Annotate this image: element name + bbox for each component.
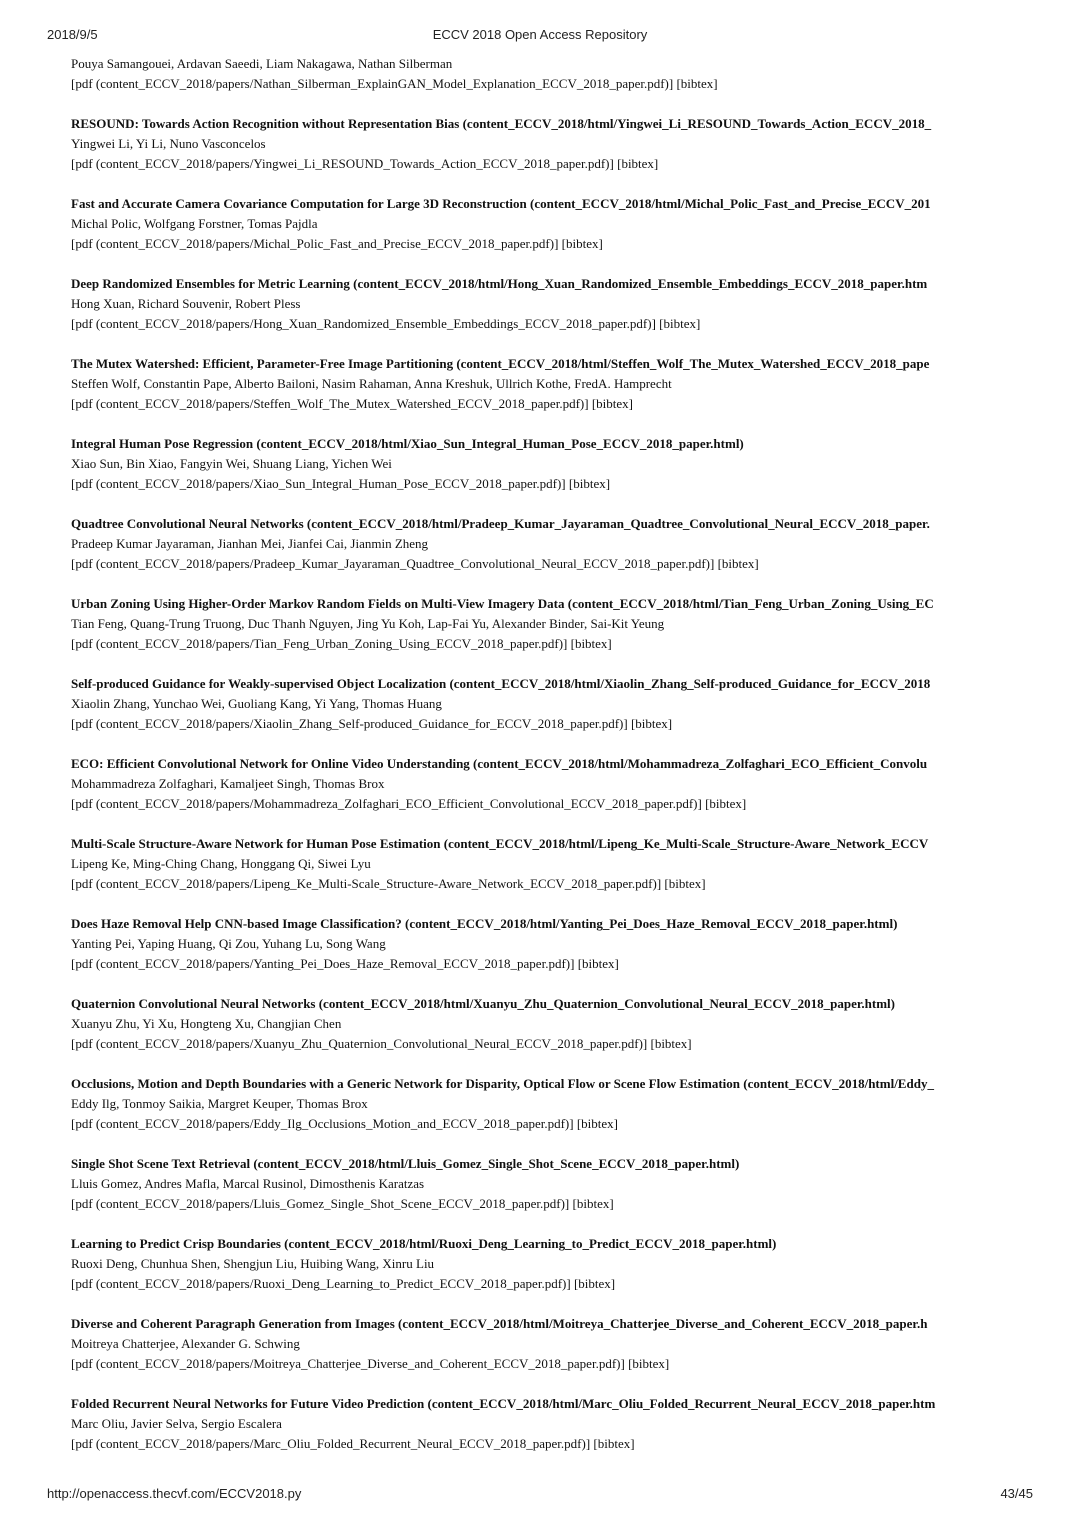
- paper-authors: Yingwei Li, Yi Li, Nuno Vasconcelos: [71, 136, 266, 151]
- pdf-link[interactable]: [pdf (content_ECCV_2018/papers/Hong_Xuan_Randomized_Ensemble_Embeddings_ECCV_2018_paper.pdf)]: [71, 316, 656, 331]
- paper-authors: Lipeng Ke, Ming-Ching Chang, Honggang Qi, Siwei Lyu: [71, 856, 371, 871]
- paper-title-link[interactable]: RESOUND: Towards Action Recognition without Representation Bias (content_ECCV_2018/html/Yingwei_Li_RESOUND_Towards_Action_ECCV_2018_: [71, 116, 932, 131]
- print-date: 2018/9/5: [47, 27, 98, 42]
- paper-title-link[interactable]: Fast and Accurate Camera Covariance Computation for Large 3D Reconstruction (content_ECCV_2018/html/Michal_Polic_Fast_and_Precise_ECCV_201: [71, 196, 931, 211]
- bibtex-link[interactable]: [bibtex]: [570, 636, 612, 651]
- paper-title-link[interactable]: Quadtree Convolutional Neural Networks (content_ECCV_2018/html/Pradeep_Kumar_Jayaraman_Quadtree_Convolutional_Neural_ECCV_2018_paper.: [71, 516, 930, 531]
- paper-title-link[interactable]: Single Shot Scene Text Retrieval (content_ECCV_2018/html/Lluis_Gomez_Single_Shot_Scene_ECCV_2018_paper.html): [71, 1156, 740, 1171]
- bibtex-link[interactable]: [bibtex]: [568, 476, 611, 491]
- paper-links: [71, 1434, 1031, 1454]
- paper-title-link[interactable]: Does Haze Removal Help CNN-based Image Classification? (content_ECCV_2018/html/Yanting_Pei_Does_Haze_Removal_ECCV_2018_paper.html): [71, 916, 898, 931]
- pdf-link[interactable]: [pdf (content_ECCV_2018/papers/Marc_Oliu_Folded_Recurrent_Neural_ECCV_2018_paper.pdf)]: [71, 1436, 591, 1451]
- paper-entry-partial: [71, 54, 1031, 94]
- paper-authors: Steffen Wolf, Constantin Pape, Alberto Bailoni, Nasim Rahaman, Anna Kreshuk, Ullrich Kothe, FredA. Hamprecht: [71, 376, 672, 391]
- paper-links: [71, 874, 1031, 894]
- bibtex-link[interactable]: [bibtex]: [576, 1116, 618, 1131]
- bibtex-link[interactable]: [bibtex]: [630, 716, 673, 731]
- pdf-link[interactable]: [pdf (content_ECCV_2018/papers/Steffen_Wolf_The_Mutex_Watershed_ECCV_2018_paper.pdf)]: [71, 396, 589, 411]
- paper-entry: [71, 1394, 1031, 1454]
- pdf-link[interactable]: [pdf (content_ECCV_2018/papers/Pradeep_Kumar_Jayaraman_Quadtree_Convolutional_Neural_ECCV_2018_paper.pdf)]: [71, 556, 715, 571]
- paper-entry: [71, 514, 1031, 574]
- pdf-link[interactable]: [pdf (content_ECCV_2018/papers/Xiao_Sun_Integral_Human_Pose_ECCV_2018_paper.pdf)]: [71, 476, 566, 491]
- paper-authors: Hong Xuan, Richard Souvenir, Robert Pless: [71, 296, 301, 311]
- paper-authors: Lluis Gomez, Andres Mafla, Marcal Rusinol, Dimosthenis Karatzas: [71, 1176, 425, 1191]
- paper-title-link[interactable]: Self-produced Guidance for Weakly-supervised Object Localization (content_ECCV_2018/html/Xiaolin_Zhang_Self-produced_Guidance_for_ECCV_2018: [71, 676, 931, 691]
- paper-title-link[interactable]: Urban Zoning Using Higher-Order Markov Random Fields on Multi-View Imagery Data (content_ECCV_2018/html/Tian_Feng_Urban_Zoning_Using_EC: [71, 596, 934, 611]
- paper-links: [71, 1354, 1031, 1374]
- paper-authors: Eddy Ilg, Tonmoy Saikia, Margret Keuper, Thomas Brox: [71, 1096, 368, 1111]
- paper-entry: [71, 1234, 1031, 1294]
- paper-entry: [71, 1314, 1031, 1374]
- pdf-link[interactable]: [pdf (content_ECCV_2018/papers/Michal_Polic_Fast_and_Precise_ECCV_2018_paper.pdf)]: [71, 236, 559, 251]
- paper-authors: Xuanyu Zhu, Yi Xu, Hongteng Xu, Changjian Chen: [71, 1016, 342, 1031]
- paper-links: [71, 954, 1031, 974]
- paper-authors: Tian Feng, Quang-Trung Truong, Duc Thanh Nguyen, Jing Yu Koh, Lap-Fai Yu, Alexander Binder, Sai-Kit Yeung: [71, 616, 665, 631]
- pdf-link[interactable]: [pdf (content_ECCV_2018/papers/Mohammadreza_Zolfaghari_ECO_Efficient_Convolutional_ECCV_2018_paper.pdf)]: [71, 796, 702, 811]
- pdf-link[interactable]: [pdf (content_ECCV_2018/papers/Yanting_Pei_Does_Haze_Removal_ECCV_2018_paper.pdf)]: [71, 956, 575, 971]
- print-footer: [47, 1486, 1033, 1504]
- page-number: 43/45: [1000, 1486, 1033, 1501]
- paper-entry: [71, 1074, 1031, 1134]
- bibtex-link[interactable]: [bibtex]: [593, 1436, 635, 1451]
- bibtex-link[interactable]: [bibtex]: [617, 156, 659, 171]
- page-title: ECCV 2018 Open Access Repository: [432, 27, 648, 42]
- paper-entry: [71, 834, 1031, 894]
- bibtex-link[interactable]: [bibtex]: [705, 796, 747, 811]
- paper-links: [71, 474, 1031, 494]
- bibtex-link[interactable]: [bibtex]: [573, 1276, 616, 1291]
- bibtex-link[interactable]: [bibtex]: [664, 876, 706, 891]
- paper-entry: [71, 274, 1031, 334]
- paper-links: [71, 794, 1031, 814]
- paper-entry: [71, 914, 1031, 974]
- print-header: [47, 27, 1033, 45]
- paper-links: [71, 154, 1031, 174]
- paper-links: [71, 554, 1031, 574]
- pdf-link[interactable]: [pdf (content_ECCV_2018/papers/Lipeng_Ke_Multi-Scale_Structure-Aware_Network_ECCV_2018_paper.pdf)]: [71, 876, 662, 891]
- paper-authors: Mohammadreza Zolfaghari, Kamaljeet Singh, Thomas Brox: [71, 776, 385, 791]
- paper-links: [71, 74, 1031, 94]
- paper-links: [71, 634, 1031, 654]
- bibtex-link[interactable]: [bibtex]: [572, 1196, 614, 1211]
- paper-links: [71, 1194, 1031, 1214]
- paper-title-link[interactable]: Folded Recurrent Neural Networks for Future Video Prediction (content_ECCV_2018/html/Marc_Oliu_Folded_Recurrent_Neural_ECCV_2018_paper.htm: [71, 1396, 936, 1411]
- paper-authors: Yanting Pei, Yaping Huang, Qi Zou, Yuhang Lu, Song Wang: [71, 936, 386, 951]
- bibtex-link[interactable]: [bibtex]: [676, 76, 718, 91]
- paper-title-link[interactable]: ECO: Efficient Convolutional Network for Online Video Understanding (content_ECCV_2018/html/Mohammadreza_Zolfaghari_ECO_Efficient_Convolu: [71, 756, 928, 771]
- paper-authors: Pradeep Kumar Jayaraman, Jianhan Mei, Jianfei Cai, Jianmin Zheng: [71, 536, 429, 551]
- paper-title-link[interactable]: Integral Human Pose Regression (content_ECCV_2018/html/Xiao_Sun_Integral_Human_Pose_ECCV_2018_paper.html): [71, 436, 744, 451]
- paper-links: [71, 1274, 1031, 1294]
- paper-authors: Xiaolin Zhang, Yunchao Wei, Guoliang Kang, Yi Yang, Thomas Huang: [71, 696, 442, 711]
- paper-title-link[interactable]: The Mutex Watershed: Efficient, Parameter-Free Image Partitioning (content_ECCV_2018/html/Steffen_Wolf_The_Mutex_Watershed_ECCV_2018_pape: [71, 356, 930, 371]
- paper-entry: [71, 114, 1031, 174]
- paper-title-link[interactable]: Occlusions, Motion and Depth Boundaries with a Generic Network for Disparity, Optical Flow or Scene Flow Estimation (content_ECCV_2018/html/Eddy_: [71, 1076, 934, 1091]
- paper-links: [71, 1114, 1031, 1134]
- paper-links: [71, 314, 1031, 334]
- pdf-link[interactable]: [pdf (content_ECCV_2018/papers/Moitreya_Chatterjee_Diverse_and_Coherent_ECCV_2018_paper.pdf)]: [71, 1356, 625, 1371]
- paper-authors: Michal Polic, Wolfgang Forstner, Tomas Pajdla: [71, 216, 318, 231]
- paper-title-link[interactable]: Diverse and Coherent Paragraph Generation from Images (content_ECCV_2018/html/Moitreya_Chatterjee_Diverse_and_Coherent_ECCV_2018_paper.h: [71, 1316, 928, 1331]
- paper-title-link[interactable]: Learning to Predict Crisp Boundaries (content_ECCV_2018/html/Ruoxi_Deng_Learning_to_Predict_ECCV_2018_paper.html): [71, 1236, 777, 1251]
- paper-authors: Ruoxi Deng, Chunhua Shen, Shengjun Liu, Huibing Wang, Xinru Liu: [71, 1256, 435, 1271]
- pdf-link[interactable]: [pdf (content_ECCV_2018/papers/Tian_Feng_Urban_Zoning_Using_ECCV_2018_paper.pdf)]: [71, 636, 568, 651]
- pdf-link[interactable]: [pdf (content_ECCV_2018/papers/Xuanyu_Zhu_Quaternion_Convolutional_Neural_ECCV_2018_paper.pdf)]: [71, 1036, 648, 1051]
- paper-title-link[interactable]: Multi-Scale Structure-Aware Network for Human Pose Estimation (content_ECCV_2018/html/Lipeng_Ke_Multi-Scale_Structure-Aware_Network_ECCV: [71, 836, 929, 851]
- pdf-link[interactable]: [pdf (content_ECCV_2018/papers/Nathan_Silberman_ExplainGAN_Model_Explanation_ECCV_2018_paper.pdf)]: [71, 76, 674, 91]
- paper-entry: [71, 594, 1031, 654]
- paper-entry: [71, 1154, 1031, 1214]
- paper-authors: Moitreya Chatterjee, Alexander G. Schwing: [71, 1336, 300, 1351]
- paper-authors: Marc Oliu, Javier Selva, Sergio Escalera: [71, 1416, 282, 1431]
- paper-authors: Xiao Sun, Bin Xiao, Fangyin Wei, Shuang Liang, Yichen Wei: [71, 456, 392, 471]
- pdf-link[interactable]: [pdf (content_ECCV_2018/papers/Xiaolin_Zhang_Self-produced_Guidance_for_ECCV_2018_paper.pdf)]: [71, 716, 628, 731]
- pdf-link[interactable]: [pdf (content_ECCV_2018/papers/Ruoxi_Deng_Learning_to_Predict_ECCV_2018_paper.pdf)]: [71, 1276, 571, 1291]
- paper-title-link[interactable]: Quaternion Convolutional Neural Networks (content_ECCV_2018/html/Xuanyu_Zhu_Quaternion_Convolutional_Neural_ECCV_2018_paper.html): [71, 996, 896, 1011]
- paper-entries: [71, 114, 1031, 1454]
- pdf-link[interactable]: [pdf (content_ECCV_2018/papers/Lluis_Gomez_Single_Shot_Scene_ECCV_2018_paper.pdf)]: [71, 1196, 570, 1211]
- bibtex-link[interactable]: [bibtex]: [561, 236, 603, 251]
- pdf-link[interactable]: [pdf (content_ECCV_2018/papers/Eddy_Ilg_Occlusions_Motion_and_ECCV_2018_paper.pdf)]: [71, 1116, 574, 1131]
- paper-list: [71, 54, 1031, 1454]
- paper-links: [71, 234, 1031, 254]
- paper-entry: [71, 674, 1031, 734]
- paper-entry: [71, 994, 1031, 1054]
- paper-links: [71, 394, 1031, 414]
- pdf-link[interactable]: [pdf (content_ECCV_2018/papers/Yingwei_Li_RESOUND_Towards_Action_ECCV_2018_paper.pdf)]: [71, 156, 614, 171]
- bibtex-link[interactable]: [bibtex]: [659, 316, 701, 331]
- paper-links: [71, 714, 1031, 734]
- bibtex-link[interactable]: [bibtex]: [650, 1036, 692, 1051]
- paper-links: [71, 1034, 1031, 1054]
- paper-entry: [71, 194, 1031, 254]
- paper-entry: [71, 754, 1031, 814]
- paper-authors: Pouya Samangouei, Ardavan Saeedi, Liam Nakagawa, Nathan Silberman: [71, 56, 453, 71]
- bibtex-link[interactable]: [bibtex]: [577, 956, 619, 971]
- paper-entry: [71, 354, 1031, 414]
- page-url: http://openaccess.thecvf.com/ECCV2018.py: [47, 1486, 302, 1501]
- paper-entry: [71, 434, 1031, 494]
- bibtex-link[interactable]: [bibtex]: [591, 396, 633, 411]
- paper-title-link[interactable]: Deep Randomized Ensembles for Metric Learning (content_ECCV_2018/html/Hong_Xuan_Randomized_Ensemble_Embeddings_ECCV_2018_paper.htm: [71, 276, 928, 291]
- bibtex-link[interactable]: [bibtex]: [628, 1356, 670, 1371]
- bibtex-link[interactable]: [bibtex]: [717, 556, 759, 571]
